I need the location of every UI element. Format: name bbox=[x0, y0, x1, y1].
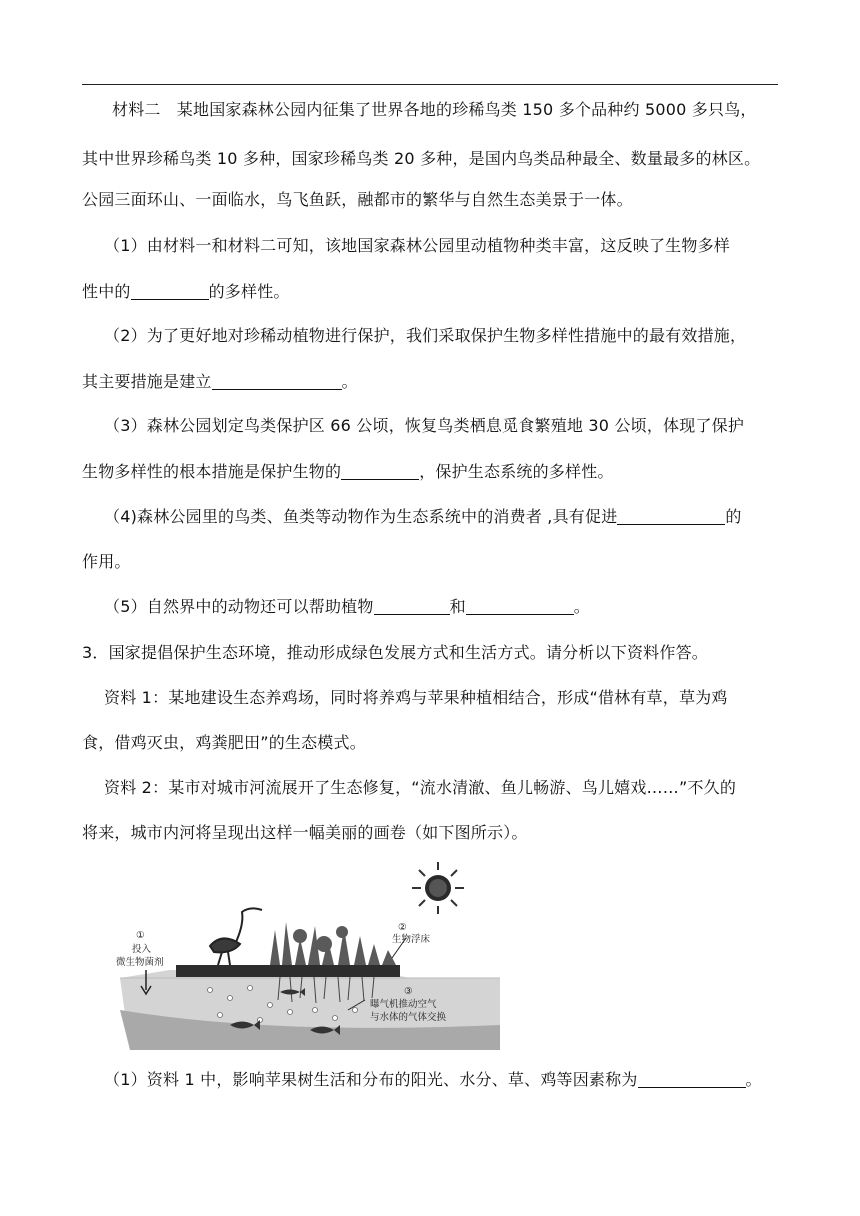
header-rule bbox=[82, 84, 778, 85]
material2-line2: 其中世界珍稀鸟类 10 多种，国家珍稀鸟类 20 多种，是国内鸟类品种最全、数量最多的林区。 bbox=[82, 149, 761, 168]
q5-answer-blank-2[interactable] bbox=[466, 598, 574, 615]
q1-line2 bbox=[82, 282, 290, 302]
q2-answer-blank[interactable] bbox=[212, 373, 342, 390]
q2-text-c: 。 bbox=[341, 372, 358, 391]
q3-text-c: ，保护生态系统的多样性。 bbox=[419, 462, 614, 481]
q4-text-a: （4)森林公园里的鸟类、鱼类等动物作为生态系统中的消费者 ,具有促进 bbox=[104, 507, 618, 526]
q5-text-b: 和 bbox=[449, 597, 466, 616]
q1-answer-blank[interactable] bbox=[131, 283, 209, 300]
resource1-line2: 食，借鸡灭虫，鸡粪肥田”的生态模式。 bbox=[82, 733, 366, 752]
q4-answer-blank[interactable] bbox=[617, 508, 725, 525]
figure-label-1-line1: 投入 bbox=[132, 944, 152, 955]
figure-label-3-line2: 与水体的气体交换 bbox=[370, 1012, 447, 1023]
resource2-line2: 将来，城市内河将呈现出这样一幅美丽的画卷（如下图所示）。 bbox=[82, 823, 528, 842]
q5-line1 bbox=[104, 597, 590, 617]
q2-line2 bbox=[82, 372, 358, 392]
figure-label-2-number: ② bbox=[398, 922, 407, 933]
material2-line3: 公园三面环山、一面临水，鸟飞鱼跃，融都市的繁华与自然生态美景于一体。 bbox=[82, 190, 633, 209]
q3-answer-blank[interactable] bbox=[341, 463, 419, 480]
figure-label-1-line2: 微生物菌剂 bbox=[116, 957, 164, 968]
resource2-line1: 资料 2：某市对城市河流展开了生态修复，“流水清澈、鱼儿畅游、鸟儿嬉戏……”不久的 bbox=[104, 778, 737, 797]
q4-line1 bbox=[104, 507, 742, 527]
sub1-line bbox=[104, 1070, 762, 1090]
q1-line1: （1）由材料一和材料二可知，该地国家森林公园里动植物种类丰富，这反映了生物多样 bbox=[104, 236, 730, 255]
figure-label-3-line1: 曝气机推动空气 bbox=[370, 999, 437, 1010]
q4-line2: 作用。 bbox=[82, 552, 131, 571]
q1-text-b: 性中的 bbox=[82, 282, 131, 301]
ecological-river-figure bbox=[110, 860, 500, 1055]
q3-line1: （3）森林公园划定鸟类保护区 66 公顷，恢复鸟类栖息觅食繁殖地 30 公顷，体现了保护 bbox=[104, 416, 745, 435]
sub1-text-a: （1）资料 1 中，影响苹果树生活和分布的阳光、水分、草、鸡等因素称为 bbox=[104, 1070, 638, 1089]
q3-line2 bbox=[82, 462, 614, 482]
q2-text-b: 其主要措施是建立 bbox=[82, 372, 212, 391]
q1-text-c: 的多样性。 bbox=[208, 282, 290, 301]
q3-text-b: 生物多样性的根本措施是保护生物的 bbox=[82, 462, 342, 481]
question-3-heading: 3．国家提倡保护生态环境，推动形成绿色发展方式和生活方式。请分析以下资料作答。 bbox=[82, 643, 708, 662]
q2-line1: （2）为了更好地对珍稀动植物进行保护，我们采取保护生物多样性措施中的最有效措施， bbox=[104, 326, 747, 345]
figure-label-3-number: ③ bbox=[404, 986, 413, 997]
q5-text-a: （5）自然界中的动物还可以帮助植物 bbox=[104, 597, 374, 616]
figure-label-2: 生物浮床 bbox=[392, 934, 431, 945]
material2-line1: 材料二 某地国家森林公园内征集了世界各地的珍稀鸟类 150 多个品种约 5000 多只鸟， bbox=[112, 100, 757, 119]
q5-text-c: 。 bbox=[573, 597, 590, 616]
river-scene-drawing bbox=[110, 860, 500, 1055]
q5-answer-blank-1[interactable] bbox=[374, 598, 450, 615]
sub1-text-b: 。 bbox=[745, 1070, 762, 1089]
resource1-line1: 资料 1：某地建设生态养鸡场，同时将养鸡与苹果种植相结合，形成“借林有草，草为鸡 bbox=[104, 688, 728, 707]
q4-text-b: 的 bbox=[725, 507, 742, 526]
figure-label-1-number: ① bbox=[136, 930, 145, 941]
sub1-answer-blank[interactable] bbox=[638, 1071, 746, 1088]
